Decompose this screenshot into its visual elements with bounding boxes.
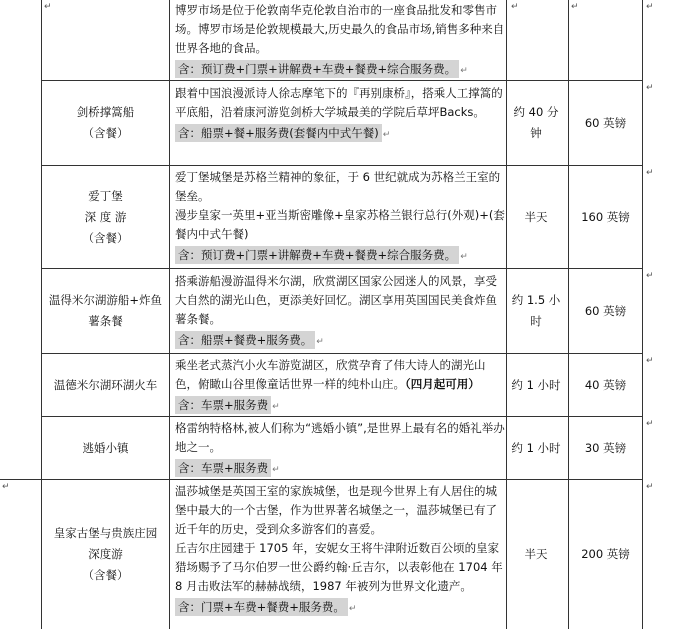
price-text: 40 英镑 — [584, 377, 627, 392]
item-name-line: 皇家古堡与贵族庄园 — [53, 526, 158, 540]
item-description: 乘坐老式蒸汽小火车游览湖区，欣赏孕育了伟大诗人的湖光山色，俯瞰山谷里像童话世界一样的纯朴山庄。（四月起可用） 含：车票+服务费 ↵ — [175, 358, 486, 412]
item-name — [42, 81, 169, 165]
item-name-line: 温德米尔湖环湖火车 — [53, 377, 158, 392]
item-name — [42, 480, 169, 629]
duration — [510, 269, 562, 353]
column-divider — [169, 269, 170, 353]
item-name-line: 深度游 — [88, 547, 123, 561]
table-row — [0, 354, 674, 416]
paragraph-mark: ↵ — [646, 83, 654, 93]
price-text: 200 英镑 — [581, 547, 630, 561]
availability-note: （四月起可用） — [405, 377, 480, 391]
price — [569, 480, 642, 629]
item-name — [42, 166, 169, 268]
duration — [510, 166, 562, 268]
price — [569, 417, 642, 479]
description-text: 丘吉尔庄园建于 1705 年，安妮女王将牛津附近数百公顷的皇家猎场赐予了马尔伯罗一世公爵约翰·丘吉尔，以表彰他在 1704 年 8 月击败法军的赫赫战绩，1987 年被列为世界文化遗产。 — [175, 541, 503, 593]
item-name-line: 爱丁堡 — [88, 188, 123, 203]
paragraph-mark: ↵ — [646, 271, 654, 281]
price — [569, 269, 642, 353]
item-description: 博罗市场是位于伦敦南华克伦敦自治市的一座食品批发和零售市场。博罗市场是伦敦规模最大,历史最久的食品市场,销售多种来自世界各地的食品。 含：预订费+门票+讲解费+车费+餐费+综合服务费。 ↵ — [175, 3, 505, 76]
item-description: 格雷纳特格林,被人们称为“逃婚小镇”,是世界上最有名的婚礼举办地之一。 含：车票+服务费 ↵ — [175, 421, 505, 475]
column-divider — [506, 354, 507, 416]
item-name-line: （含餐） — [82, 230, 129, 245]
item-description: 跟着中国浪漫派诗人徐志摩笔下的『再别康桥』，搭乘人工撑篙的平底船，沿着康河游览剑桥大学城最美的学院后草坪Backs。 含：船票+餐+服务费(套餐内中式午餐) ↵ — [175, 84, 505, 145]
description-text: 搭乘游船漫游温得米尔湖，欣赏湖区国家公园迷人的风景，享受大自然的湖光山色，更添美好回忆。湖区享用英国国民美食炸鱼薯条餐。 — [175, 274, 497, 326]
paragraph-mark: ↵ — [646, 168, 654, 178]
paragraph-mark: ↵ — [511, 2, 519, 12]
column-divider — [568, 0, 569, 80]
table-row — [0, 480, 674, 629]
column-divider — [169, 417, 170, 479]
item-name-line: （含餐） — [82, 126, 129, 140]
price — [569, 81, 642, 165]
column-divider — [506, 480, 507, 629]
item-name-line: 剑桥撑篙船 — [76, 105, 135, 119]
fee-includes: 含：车票+服务费 — [175, 459, 271, 477]
item-description: 爱丁堡城堡是苏格兰精神的象征，于 6 世纪就成为苏格兰王室的堡垒。 漫步皇家一英里+亚当斯密雕像+皇家苏格兰银行总行(外观)+(套餐内中式午餐) 含：预订费+门票+讲解费+车费+餐费+综合服务费。 ↵ — [175, 170, 505, 262]
paragraph-mark: ↵ — [571, 2, 579, 12]
column-divider — [506, 269, 507, 353]
paragraph-mark: ↵ — [2, 482, 10, 492]
duration-text: 半天 — [524, 209, 548, 224]
price — [569, 354, 642, 416]
item-name-line: 薯条餐 — [88, 314, 123, 328]
duration — [510, 417, 562, 479]
column-divider — [642, 354, 643, 416]
price-text: 30 英镑 — [584, 440, 627, 455]
column-divider — [642, 417, 643, 479]
fee-includes: 含：船票+餐费+服务费。 — [175, 331, 315, 349]
column-divider — [642, 480, 643, 629]
fee-includes: 含：预订费+门票+讲解费+车费+餐费+综合服务费。 — [175, 60, 459, 78]
paragraph-mark: ↵ — [646, 2, 654, 12]
item-name-line: 温得米尔湖游船+炸鱼 — [48, 293, 163, 307]
column-divider — [642, 269, 643, 353]
item-name — [42, 269, 169, 353]
duration-text: 半天 — [524, 547, 548, 561]
table-row — [0, 269, 674, 353]
item-description: 温莎城堡是英国王室的家族城堡，也是现今世界上有人居住的城堡中最大的一个古堡，作为世界著名城堡之一，温莎城堡已有了近千年的历史，受到众多游客们的喜爱。 丘吉尔庄园建于 1705 年，安妮女王将牛津附近数百公顷的皇家猎场赐予了马尔伯罗一世公爵约翰·丘吉尔，以表彰他在 1704 年 8 月击败法军的赫赫战绩，1987 年被列为世界文化遗产。 含：门票+车费+餐费+服务费。 ↵ — [175, 482, 505, 619]
fee-includes: 含：船票+餐+服务费(套餐内中式午餐) — [175, 124, 382, 142]
price-text: 160 英镑 — [581, 209, 630, 224]
duration-text: 约 1 小时 — [511, 377, 561, 392]
column-divider — [169, 166, 170, 268]
duration — [510, 81, 562, 165]
description-text: 漫步皇家一英里+亚当斯密雕像+皇家苏格兰银行总行(外观)+(套餐内中式午餐) — [175, 208, 505, 241]
column-divider — [169, 0, 170, 80]
column-divider — [642, 0, 643, 80]
price-text: 60 英镑 — [584, 303, 627, 318]
column-divider — [169, 354, 170, 416]
duration-text: 约 40 分钟 — [513, 105, 559, 140]
column-divider — [169, 81, 170, 165]
table-row — [0, 81, 674, 165]
item-description: 搭乘游船漫游温得米尔湖，欣赏湖区国家公园迷人的风景，享受大自然的湖光山色，更添美好回忆。湖区享用英国国民美食炸鱼薯条餐。 含：船票+餐费+服务费。 ↵ — [175, 272, 505, 352]
column-divider — [41, 0, 42, 80]
table-row — [0, 417, 674, 479]
description-text: 格雷纳特格林,被人们称为“逃婚小镇”,是世界上最有名的婚礼举办地之一。 — [175, 421, 505, 454]
column-divider — [642, 166, 643, 268]
paragraph-mark: ↵ — [646, 482, 654, 492]
item-name-line: 深 度 游 — [84, 209, 127, 224]
paragraph-mark: ↵ — [646, 419, 654, 429]
column-divider — [506, 81, 507, 165]
table-row — [0, 0, 674, 80]
price-text: 60 英镑 — [584, 115, 627, 130]
item-name — [42, 354, 169, 416]
item-name-line: 逃婚小镇 — [82, 440, 129, 455]
description-text: 爱丁堡城堡是苏格兰精神的象征，于 6 世纪就成为苏格兰王室的堡垒。 — [175, 170, 501, 203]
table-row — [0, 166, 674, 268]
item-name-line: （含餐） — [82, 568, 129, 582]
description-text: 博罗市场是位于伦敦南华克伦敦自治市的一座食品批发和零售市场。博罗市场是伦敦规模最大,历史最久的食品市场,销售多种来自世界各地的食品。 — [175, 3, 505, 55]
item-name — [42, 417, 169, 479]
paragraph-mark: ↵ — [44, 2, 52, 12]
description-text: 跟着中国浪漫派诗人徐志摩笔下的『再别康桥』，搭乘人工撑篙的平底船，沿着康河游览剑桥大学城最美的学院后草坪Backs。 — [175, 86, 503, 119]
duration — [510, 354, 562, 416]
column-divider — [506, 0, 507, 80]
duration-text: 约 1.5 小时 — [511, 293, 561, 328]
fee-includes: 含：预订费+门票+讲解费+车费+餐费+综合服务费。 — [175, 246, 459, 264]
column-divider — [642, 81, 643, 165]
fee-includes: 含：车票+服务费 — [175, 396, 271, 414]
column-divider — [506, 417, 507, 479]
duration — [510, 480, 562, 629]
price — [569, 166, 642, 268]
column-divider — [169, 480, 170, 629]
paragraph-mark: ↵ — [646, 356, 654, 366]
description-text: 乘坐老式蒸汽小火车游览湖区，欣赏孕育了伟大诗人的湖光山色，俯瞰山谷里像童话世界一样的纯朴山庄。 — [175, 358, 486, 391]
column-divider — [506, 166, 507, 268]
fee-includes: 含：门票+车费+餐费+服务费。 — [175, 598, 348, 616]
duration-text: 约 1 小时 — [511, 440, 561, 455]
description-text: 温莎城堡是英国王室的家族城堡，也是现今世界上有人居住的城堡中最大的一个古堡，作为世界著名城堡之一，温莎城堡已有了近千年的历史，受到众多游客们的喜爱。 — [175, 484, 497, 536]
